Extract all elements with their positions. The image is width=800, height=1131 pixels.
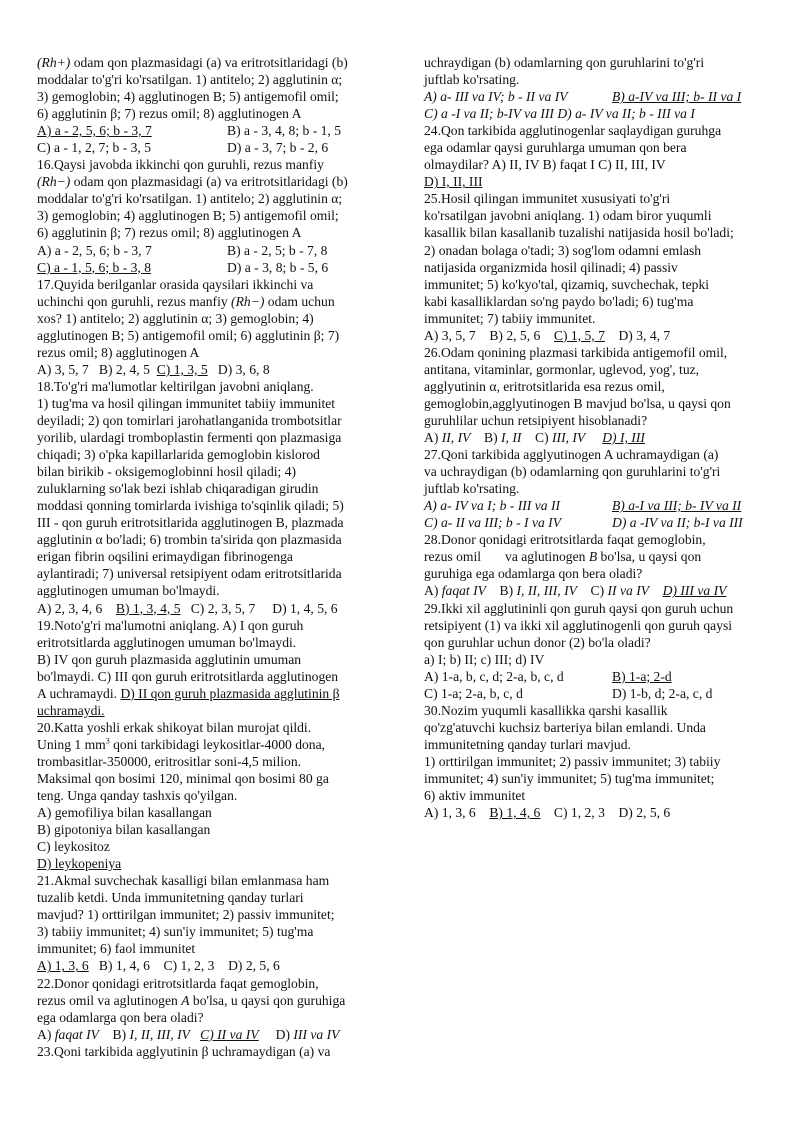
text-line: antitana, vitaminlar, gormonlar, uglevod, yog', tuz,: [424, 361, 700, 377]
answer-row: [424, 88, 764, 105]
question-21: 21.Akmal suvchechak kasalligi bilan emlanmasa ham: [37, 873, 330, 889]
text-line: tuzalib ketdi. Unda immunitetning qanday turlari: [37, 890, 304, 906]
answer-option-correct: C) II va IV: [200, 1026, 259, 1042]
text-line: chiqadi; 3) o'pka kapillarlarida gemoglobin kislorod: [37, 447, 320, 463]
text-line: juftlab ko'rsating.: [424, 481, 520, 497]
answer-option-correct: D) II qon guruh plazmasida agglutinin β: [120, 685, 340, 701]
answer-option-correct: B) 1, 3, 4, 5: [115, 600, 181, 616]
answer-option: A) 1-a, b, c, d; 2-a, b, c, d: [424, 668, 564, 684]
text-line: va uchraydigan (b) odamlarning qon guruhlarini to'g'ri: [424, 464, 721, 480]
text-line: (Rh−) odam qon plazmasidagi (a) va eritrotsitlaridagi (b): [37, 174, 348, 190]
text-line: xos? 1) antitelo; 2) agglutinin α; 3) gemoglobin; 4): [37, 310, 314, 326]
text-line: erigan fibrin oqsilini erimaydigan fibrinogenga: [37, 549, 293, 565]
text-line: kabi kasalliklardan so'ng paydo bo'ladi; 6) tug'ma: [424, 293, 694, 309]
text-line: eritrotsitlarda agglutinogen umuman bo'lmaydi.: [37, 634, 297, 650]
answer-option: A) gemofiliya bilan kasallangan: [37, 805, 212, 821]
question-30: 30.Nozim yuqumli kasallikka qarshi kasallik: [424, 702, 668, 718]
text-line: yorilib, ulardagi tromboplastin fermenti qon plazmasiga: [37, 430, 342, 446]
answer-option-correct: A) 1, 3, 6: [37, 958, 89, 974]
text-line: ega odamlar qaysi guruhlarga umuman qon bera: [424, 140, 687, 156]
answer-option: A) a- IV va I; b - III va II: [424, 498, 560, 514]
answer-row: [424, 668, 764, 685]
text-line: 3) gemoglobin; 4) agglutinogen B; 5) antigemofil omil;: [37, 208, 339, 224]
text-line: 3) tabiiy immunitet; 4) sun'iy immunitet; 5) tug'ma: [37, 924, 314, 940]
text-line: guruhlilar uchun retsipiyent hisoblanadi?: [424, 412, 648, 428]
answer-row: A) 3, 5, 7 B) 2, 5, 6 C) 1, 5, 7 D) 3, 4, 7: [424, 327, 671, 343]
text-line: retsipiyent (1) va ikki xil agglutinogenli qon guruh qaysi: [424, 617, 733, 633]
answer-option-correct: B) 1, 4, 6: [489, 805, 541, 821]
answer-option-correct: C) 1, 5, 7: [553, 327, 605, 343]
answer-option: C) leykositoz: [37, 839, 110, 855]
answer-option: A) a- III va IV; b - II va IV: [424, 89, 568, 105]
text-line: zuluklarning so'lak bezi ishlab chiqaradigan girudin: [37, 481, 319, 497]
question-24: 24.Qon tarkibida agglutinogenlar saqlaydigan guruhga: [424, 123, 722, 139]
text-line: 1) orttirilgan immunitet; 2) passiv immunitet; 3) tabiiy: [424, 753, 721, 769]
left-column: [37, 54, 379, 1060]
text-line: agglyutinin α, eritrotsitlarida esa rezus omil,: [424, 378, 665, 394]
text-line: agglutinogen umuman bo'lmaydi.: [37, 583, 220, 599]
question-17: 17.Quyida berilganlar orasida qaysilari ikkinchi va: [37, 276, 314, 292]
question-20: 20.Katta yoshli erkak shikoyat bilan murojat qildi.: [37, 719, 312, 735]
answer-option-correct: C) 1, 3, 5: [156, 361, 208, 377]
question-23: 23.Qoni tarkibida agglyutinin β uchramaydigan (a) va: [37, 1043, 331, 1059]
text-line: bilan birikib - oksigemoglobinni hosil qiladi; 4): [37, 464, 297, 480]
text-line: kasallik bilan kasallanib tuzalishi natijasida hosil bo'ladi;: [424, 225, 734, 241]
right-column: [424, 54, 764, 821]
question-18: 18.To'g'ri ma'lumotlar keltirilgan javobni aniqlang.: [37, 378, 314, 394]
answer-option: A) a - 2, 5, 6; b - 3, 7: [37, 242, 152, 258]
text-line: 1) tug'ma va hosil qilingan immunitet tabiiy immunitet: [37, 395, 336, 411]
answer-row: [37, 139, 379, 156]
text-line: 6) agglutinin β; 7) rezus omil; 8) agglutinogen A: [37, 106, 302, 122]
text-line: Uning 1 $mm^3$ qoni tarkibidagi leykositlar-4000 dona,: [37, 736, 326, 752]
answer-row: [37, 122, 379, 139]
text-line: ko'rsatilgan javobni aniqlang. 1) odam biror yuqumli: [424, 208, 712, 224]
answer-option-correct: B) a-IV va III; b- II va I: [612, 89, 742, 105]
answer-option-correct: B) a-I va III; b- IV va II: [612, 498, 742, 514]
text-line: teng. Unga qanday tashxis qo'yilgan.: [37, 788, 238, 804]
answer-option-correct: D) I, III: [602, 430, 645, 446]
question-16: 16.Qaysi javobda ikkinchi qon guruhli, rezus manfiy: [37, 157, 324, 173]
answer-row: [37, 259, 379, 276]
text-line: natijasida organizmida hosil qilinadi; 4) passiv: [424, 259, 678, 275]
question-28: 28.Donor qonidagi eritrotsitlarda faqat gemoglobin,: [424, 532, 706, 548]
answer-row: C) a -I va II; b-IV va III D) a- IV va II; b - III va I: [424, 106, 695, 122]
answer-row: A) II, IV B) I, II C) III, IV D) I, III: [424, 430, 645, 446]
answer-option: B) a - 3, 4, 8; b - 1, 5: [227, 123, 342, 139]
answer-option: D) 1-b, d; 2-a, c, d: [612, 685, 713, 701]
text-line: 3) gemoglobin; 4) agglutinogen B; 5) antigemofil omil;: [37, 89, 339, 105]
text-line: immunitet; 6) faol immunitet: [37, 941, 196, 957]
answer-option-correct: B) 1-a; 2-d: [612, 668, 672, 684]
text-line: immunitetning qanday turlari mavjud.: [424, 736, 631, 752]
text-line: (Rh+) odam qon plazmasidagi (a) va eritrotsitlaridagi (b): [37, 55, 348, 70]
text-line: a) I; b) II; c) III; d) IV: [424, 651, 545, 667]
answer-row: A) faqat IV B) I, II, III, IV C) II va IV D) III va IV: [37, 1026, 340, 1042]
text-line: rezus omil va aglutinogen B bo'lsa, u qaysi qon: [424, 549, 702, 565]
answer-row: A) 1, 3, 6 B) 1, 4, 6 C) 1, 2, 3 D) 2, 5, 6: [37, 958, 280, 974]
text-line: immunitet; 5) ko'kyo'tal, qizamiq, suvchechak, tepki: [424, 276, 710, 292]
answer-option: C) a- II va III; b - I va IV: [424, 515, 562, 531]
text-line: immunitet; 7) tabiiy immunitet.: [424, 310, 596, 326]
answer-option-correct: D) I, II, III: [424, 174, 483, 190]
answer-option-correct: C) a - 1, 5, 6; b - 3, 8: [37, 259, 152, 275]
question-19: 19.Noto'g'ri ma'lumotni aniqlang. A) I qon guruh: [37, 617, 304, 633]
text-line: Maksimal qon bosimi 120, minimal qon bosimi 80 ga: [37, 770, 329, 786]
answer-option: B) a - 2, 5; b - 7, 8: [227, 242, 328, 258]
text-line: agglutinin α bo'ladi; 6) trombin ta'sirida qon plazmasida: [37, 532, 342, 548]
text-line: qo'zg'atuvchi kuchsiz barteriya bilan emlandi. Unda: [424, 719, 706, 735]
text-line: 2) onadan bolaga o'tadi; 3) sog'lom odamni emlash: [424, 242, 702, 258]
text-line: trombasitlar-350000, eritrositlar soni-4,5 milion.: [37, 753, 302, 769]
text-line: moddalar to'g'ri ko'rsatilgan. 1) antitelo; 2) agglutinin α;: [37, 72, 343, 88]
text-line: uchraydigan (b) odamlarning qon guruhlarini to'g'ri: [424, 55, 705, 70]
text-line: gemoglobin,agglyutinogen B mavjud bo'lsa, u qaysi qon: [424, 395, 731, 411]
answer-option: D) a - 3, 7; b - 2, 6: [227, 140, 329, 156]
answer-row: [424, 497, 764, 514]
text-line: uchinchi qon guruhli, rezus manfiy (Rh−) odam uchun: [37, 293, 335, 309]
text-line: bo'lmaydi. C) III qon guruh eritrotsitlarda agglutinogen: [37, 668, 339, 684]
answer-row: A) 3, 5, 7 B) 2, 4, 5 C) 1, 3, 5 D) 3, 6, 8: [37, 361, 270, 377]
text-line: agglutinogen B; 5) antigemofil omil; 6) agglutinin β; 7): [37, 327, 340, 343]
text-line: III - qon guruh eritrotsitlarida agglutinogen B, plazmada: [37, 515, 344, 531]
text-line: A uchramaydi. D) II qon guruh plazmasida agglutinin β: [37, 685, 340, 701]
question-29: 29.Ikki xil agglutininli qon guruh qaysi qon guruh uchun: [424, 600, 734, 616]
answer-row: [424, 685, 764, 702]
text-line: qon guruhlar uchun donor (2) bo'la oladi?: [424, 634, 651, 650]
text-line: rezus omil; 8) agglutinogen A: [37, 344, 200, 360]
answer-option-correct: A) a - 2, 5, 6; b - 3, 7: [37, 123, 152, 139]
text-line: moddalar to'g'ri ko'rsatilgan. 1) antitelo; 2) agglutinin α;: [37, 191, 343, 207]
answer-row: A) faqat IV B) I, II, III, IV C) II va IV D) III va IV: [424, 583, 727, 599]
text-line: aylantiradi; 7) universal retsipiyent odam eritrotsitlarida: [37, 566, 342, 582]
text-line: mavjud? 1) orttirilgan immunitet; 2) passiv immunitet;: [37, 907, 335, 923]
text-line: ega odamlarga qon bera oladi?: [37, 1009, 204, 1025]
text-line: olmaydilar? A) II, IV B) faqat I C) II, III, IV: [424, 157, 666, 173]
question-22: 22.Donor qonidagi eritrotsitlarda faqat gemoglobin,: [37, 975, 319, 991]
answer-option: C) a - 1, 2, 7; b - 3, 5: [37, 140, 152, 156]
answer-row: [424, 514, 764, 531]
answer-option: D) a -IV va II; b-I va III: [612, 515, 743, 531]
answer-option-correct: D) III va IV: [662, 583, 727, 599]
text-line: uchramaydi.: [37, 702, 105, 718]
text-line: guruhiga ega odamlarga qon bera oladi?: [424, 566, 643, 582]
answer-row: A) 2, 3, 4, 6 B) 1, 3, 4, 5 C) 2, 3, 5, 7 D) 1, 4, 5, 6: [37, 600, 338, 616]
text-line: 6) agglutinin β; 7) rezus omil; 8) agglutinogen A: [37, 225, 302, 241]
text-line: moddasi qonning tomirlarda ivishiga to'sqinlik qiladi; 5): [37, 498, 344, 514]
text-line: B) IV qon guruh plazmasida agglutinin umuman: [37, 651, 302, 667]
answer-option: B) gipotoniya bilan kasallangan: [37, 822, 211, 838]
answer-option-correct: D) leykopeniya: [37, 856, 122, 872]
text-line: immunitet; 4) sun'iy immunitet; 5) tug'ma immunitet;: [424, 770, 715, 786]
text-line: 6) aktiv immunitet: [424, 788, 526, 804]
answer-row: [37, 242, 379, 259]
answer-row: A) 1, 3, 6 B) 1, 4, 6 C) 1, 2, 3 D) 2, 5, 6: [424, 805, 671, 821]
answer-option: C) 1-a; 2-a, b, c, d: [424, 685, 523, 701]
text-line: juftlab ko'rsating.: [424, 72, 520, 88]
text-line: rezus omil va aglutinogen A bo'lsa, u qaysi qon guruhiga: [37, 992, 346, 1008]
question-25: 25.Hosil qilingan immunitet xususiyati to'g'ri: [424, 191, 671, 207]
answer-option: D) a - 3, 8; b - 5, 6: [227, 259, 329, 275]
question-27: 27.Qoni tarkibida agglyutinogen A uchramaydigan (a): [424, 447, 719, 463]
question-26: 26.Odam qonining plazmasi tarkibida antigemofil omil,: [424, 344, 728, 360]
text-line: deyiladi; 2) qon tomirlari jarohatlanganida trombotsitlar: [37, 412, 342, 428]
